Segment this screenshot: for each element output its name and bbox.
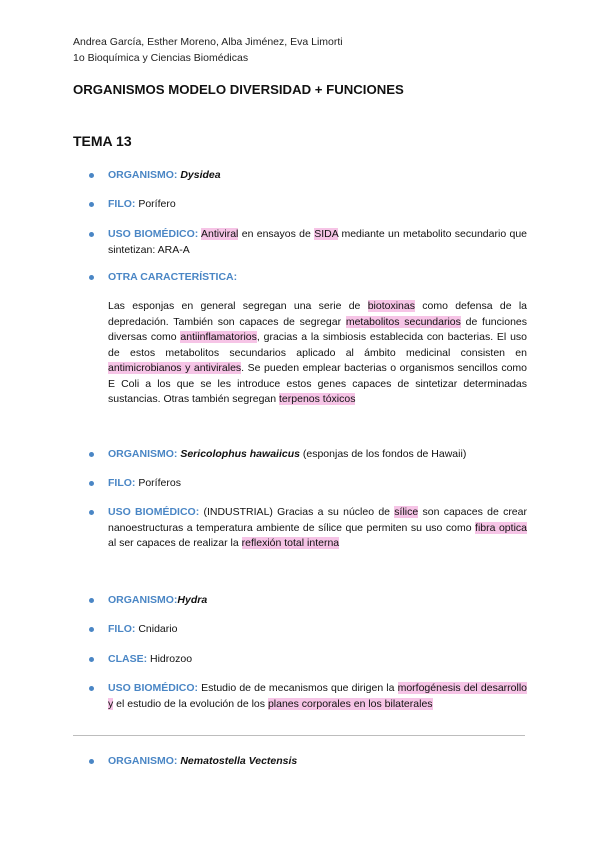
list-item-uso-3 [89,681,527,712]
organism-note: (esponjas de los fondos de Hawaii) [299,448,467,460]
body-text: Las esponjas en general segregan una serie de [108,300,368,312]
label-organismo: ORGANISMO: [108,448,178,460]
filo-value: Poríferos [135,477,181,489]
list-item-filo-1 [89,197,527,213]
highlight-text: Antiviral [201,228,239,240]
body-text: (INDUSTRIAL) Gracias a su núcleo de [199,506,395,518]
bullet-icon [89,481,94,486]
label-organismo: ORGANISMO: [108,755,178,767]
body-text: son capaces de crear nanoestructuras a temperatura ambiente de sílice que permiten su uso como [108,506,527,534]
label-uso-biomedico: USO BIOMÉDICO: [108,228,199,240]
highlight-text: morfogénesis del desarrollo y [108,682,527,710]
label-filo: FILO: [108,477,136,489]
label-uso-biomedico: USO BIOMÉDICO: [108,506,200,518]
document-title: ORGANISMOS MODELO DIVERSIDAD + FUNCIONES [73,82,404,97]
body-text: Estudio de de mecanismos que dirigen la [198,682,398,694]
list-item-filo-3 [89,622,527,638]
highlight-text: biotoxinas [367,300,415,312]
list-item-filo-2 [89,476,527,492]
highlight-text: SIDA [314,228,339,240]
label-filo: FILO: [108,623,136,635]
highlight-text: antiinflamatorios [180,331,257,343]
bullet-icon [89,686,94,691]
body-text: mediante un metabolito secundario que sintetizan: ARA-A [108,228,528,256]
body-text: al ser capaces de realizar la [108,537,242,549]
label-clase: CLASE: [108,653,148,665]
organism-name: Dysidea [180,169,221,181]
body-text: de funciones diversas como [108,315,528,343]
highlight-text: reflexión total interna [241,537,340,549]
organism-name: Hydra [177,594,208,606]
bullet-icon [89,452,94,457]
bullet-icon [89,173,94,178]
bullet-icon [89,275,94,280]
highlight-text: terpenos tóxicos [279,393,356,405]
list-item-uso-2 [89,505,527,552]
label-organismo: ORGANISMO: [108,169,178,181]
list-item-organismo-3 [89,593,527,609]
body-text: . Se pueden emplear bacterias o organismos sencillos como E Coli a los que se les introduce estos genes capaces de sintetizar determinadas sustancias. Otras también segregan [108,362,527,405]
label-filo: FILO: [108,198,136,210]
bullet-icon [89,202,94,207]
bullet-icon [89,510,94,515]
label-organismo: ORGANISMO: [108,594,178,606]
list-item-otra-1 [89,270,527,286]
clase-value: Hidrozoo [147,653,193,665]
list-item-organismo-1 [89,168,527,184]
label-otra-caracteristica: OTRA CARACTERÍSTICA: [108,271,238,283]
organism-name: Sericolophus hawaiicus [180,448,300,460]
highlight-text: sílice [394,506,419,518]
filo-value: Porífero [138,198,176,210]
highlight-text: fibra optica [475,521,527,534]
list-item-clase-3 [89,652,527,668]
bullet-icon [89,598,94,603]
authors-line: Andrea García, Esther Moreno, Alba Jiménez, Eva Limorti [73,36,343,48]
bullet-icon [89,657,94,662]
body-text: el estudio de la evolución de los [113,697,268,710]
list-item-organismo-2 [89,447,527,463]
horizontal-divider [73,735,525,736]
bullet-icon [89,627,94,632]
body-text: , gracias a la simbiosis establecida con bacterias. El uso de estos metabolitos secundarios aplicado al ámbito medicinal consisten en [108,331,528,359]
body-text: como defensa de la depredación. También son capaces de segregar [108,300,527,328]
list-item-organismo-4 [89,754,527,770]
label-uso-biomedico: USO BIOMÉDICO: [108,682,199,694]
tema-heading: TEMA 13 [73,133,132,149]
description-paragraph [108,299,527,408]
highlight-text: antimicrobianos y antivirales [108,362,242,374]
organism-name: Nematostella Vectensis [180,755,298,767]
highlight-text: planes corporales en los bilaterales [267,697,433,710]
list-item-uso-1 [89,227,527,258]
body-text: en ensayos de [238,228,315,240]
bullet-icon [89,232,94,237]
highlight-text: metabolitos secundarios [345,315,461,328]
bullet-icon [89,759,94,764]
filo-value: Cnidario [135,623,178,635]
course-line: 1o Bioquímica y Ciencias Biomédicas [73,52,249,64]
